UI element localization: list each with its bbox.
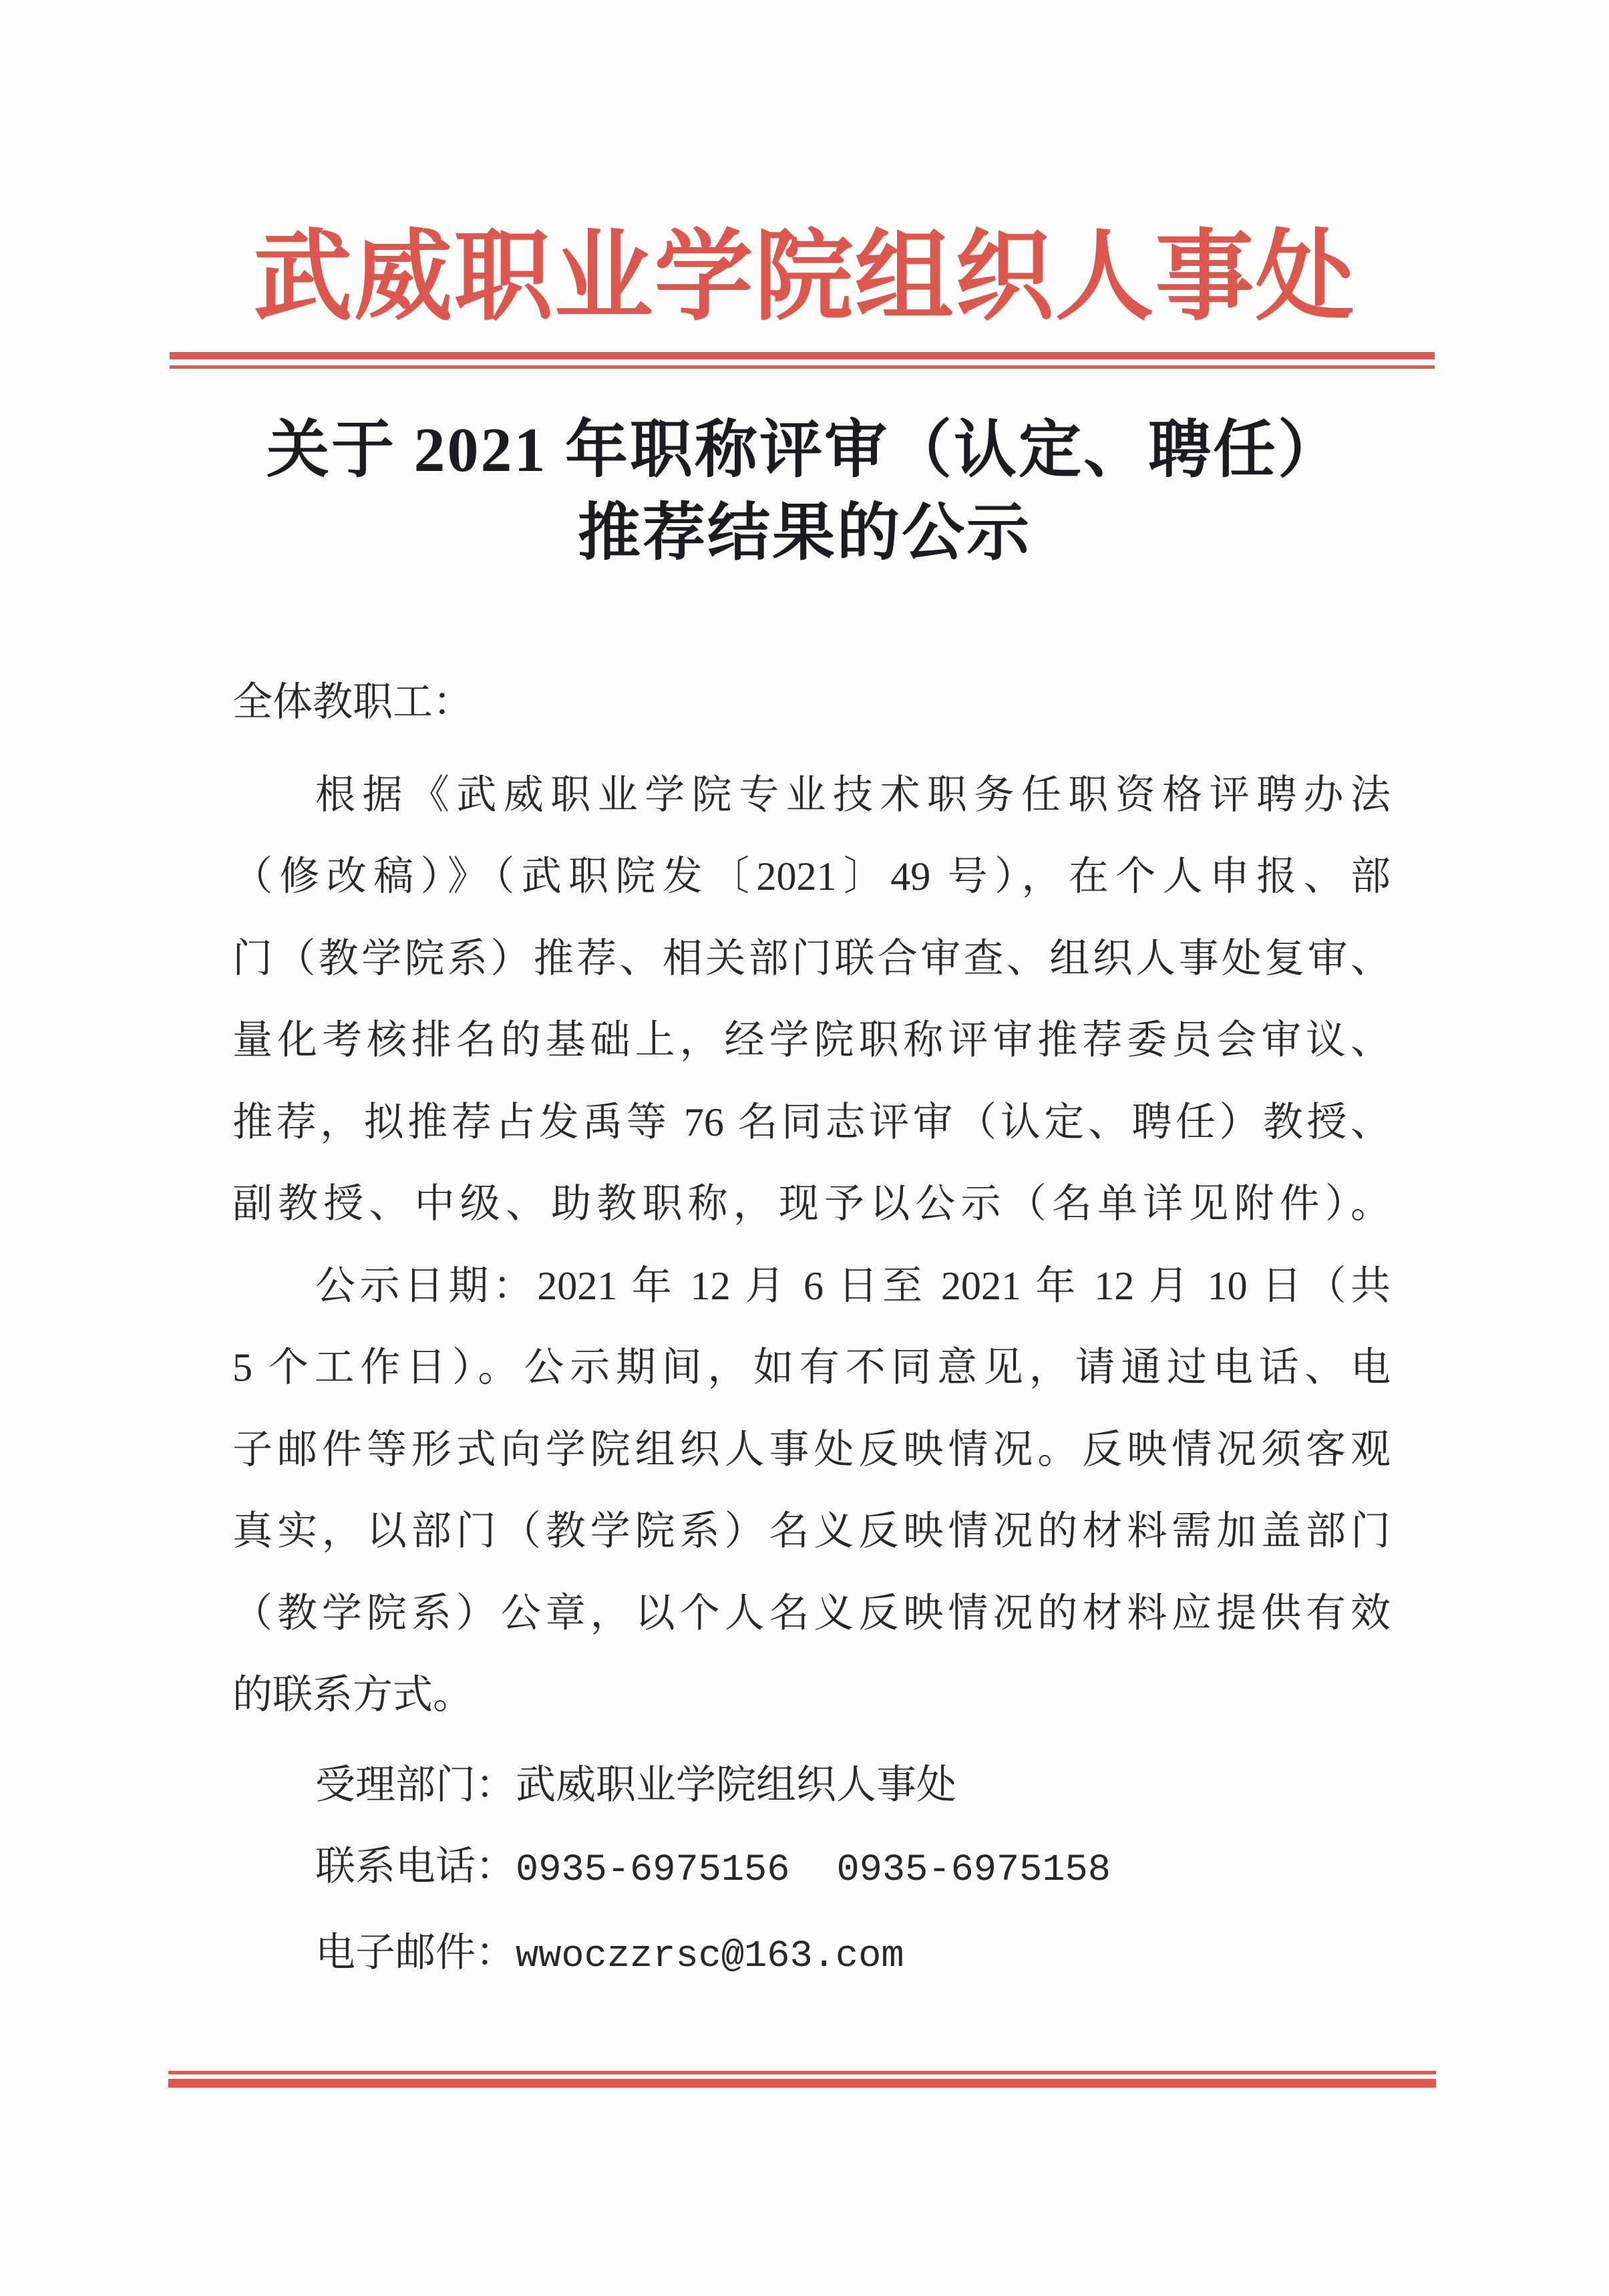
body-line: （修改稿）》（武职院发〔2021〕49 号），在个人申报、部	[232, 854, 1391, 898]
document-title	[0, 409, 1609, 575]
body-line: 量化考核排名的基础上，经学院职称评审推荐委员会审议、	[232, 1018, 1391, 1062]
contact-phone-number-1: 0935-6975156	[516, 1849, 790, 1892]
letterhead-title: 武威职业学院组织人事处	[253, 223, 1356, 333]
salutation: 全体教职工：	[232, 680, 473, 724]
divider-thin-line	[168, 2071, 1436, 2074]
divider-thick-line	[168, 2079, 1436, 2088]
contact-email-line	[232, 1912, 1391, 1998]
document-title-line-1: 关于 2021 年职称评审（认定、聘任）	[266, 416, 1343, 485]
body-line: 的联系方式。	[232, 1673, 473, 1717]
contact-phone-number-2: 0935-6975158	[836, 1849, 1111, 1892]
contact-dept-label: 受理部门：	[315, 1762, 516, 1807]
letterhead-divider	[170, 352, 1435, 369]
body-line: 根据《武威职业学院专业技术职务任职资格评聘办法	[315, 772, 1391, 817]
document-title-line-2: 推荐结果的公示	[577, 498, 1031, 568]
contact-block	[232, 1744, 1391, 1998]
contact-phone-label: 联系电话：	[315, 1844, 516, 1889]
divider-thin-line	[170, 365, 1435, 369]
footer-divider	[168, 2071, 1436, 2088]
body-line: 真实，以部门（教学院系）名义反映情况的材料需加盖部门	[232, 1509, 1391, 1553]
divider-thick-line	[170, 352, 1435, 359]
body-line: 公示日期：2021 年 12 月 6 日至 2021 年 12 月 10 日（共	[315, 1263, 1391, 1308]
body-line: 子邮件等形式向学院组织人事处反映情况。反映情况须客观	[232, 1427, 1391, 1472]
body-line: （教学院系）公章，以个人名义反映情况的材料应提供有效	[232, 1591, 1391, 1635]
document-body	[232, 661, 1391, 1997]
contact-phone-line	[232, 1826, 1391, 1912]
contact-dept-line	[232, 1744, 1391, 1826]
body-line: 推荐，拟推荐占发禹等 76 名同志评审（认定、聘任）教授、	[232, 1100, 1391, 1144]
body-line: 5 个工作日）。公示期间，如有不同意见，请通过电话、电	[232, 1345, 1391, 1389]
contact-email-label: 电子邮件：	[315, 1930, 516, 1975]
body-line: 门（教学院系）推荐、相关部门联合审查、组织人事处复审、	[232, 936, 1391, 981]
contact-email-value: wwoczzrsc@163.com	[516, 1935, 904, 1978]
body-line: 副教授、中级、助教职称，现予以公示（名单详见附件）。	[232, 1182, 1391, 1226]
contact-dept-value: 武威职业学院组织人事处	[516, 1762, 956, 1807]
